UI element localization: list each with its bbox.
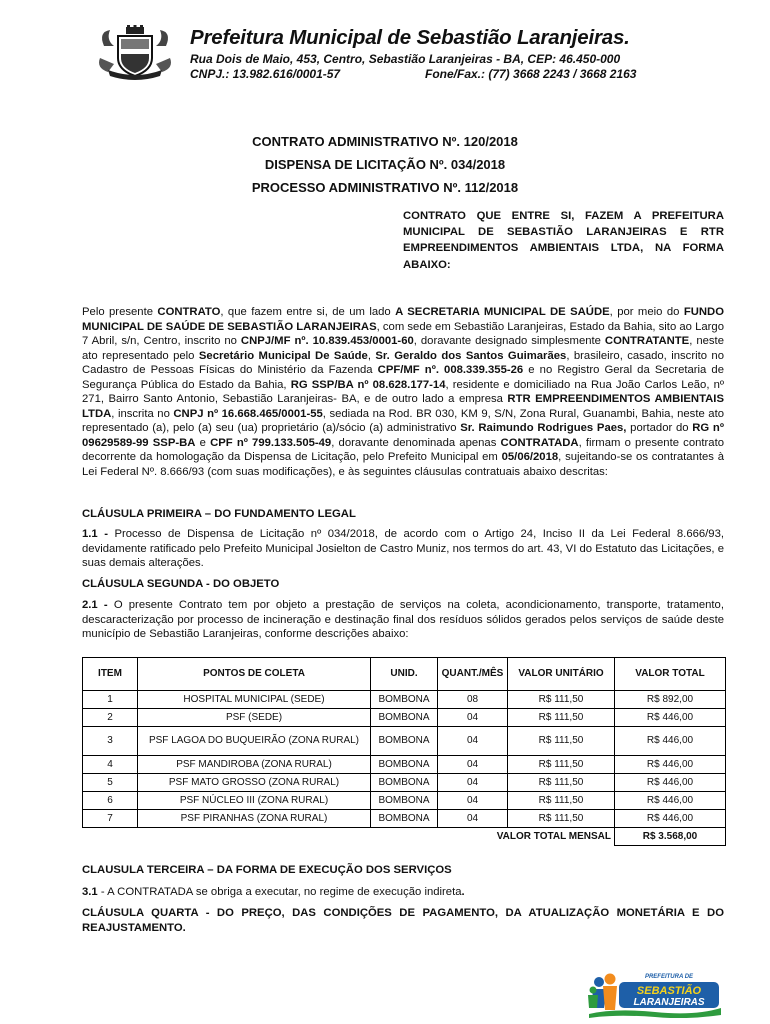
table-header-row xyxy=(83,658,726,691)
cell-total: R$ 446,00 xyxy=(615,774,726,792)
municipal-crest-icon xyxy=(96,24,174,80)
table-row xyxy=(83,774,726,792)
cell-point: PSF LAGOA DO BUQUEIRÃO (ZONA RURAL) xyxy=(138,727,371,756)
header-total-value: VALOR TOTAL xyxy=(615,658,726,691)
total-label: VALOR TOTAL MENSAL xyxy=(496,830,611,842)
cell-quantity: 04 xyxy=(438,756,508,774)
cell-point: PSF MATO GROSSO (ZONA RURAL) xyxy=(138,774,371,792)
table-row xyxy=(83,709,726,727)
cell-unit-value: R$ 111,50 xyxy=(508,810,615,828)
dispensa-title: DISPENSA DE LICITAÇÃO Nº. 034/2018 xyxy=(264,157,506,172)
cell-unit-value: R$ 111,50 xyxy=(508,691,615,709)
cell-quantity: 04 xyxy=(438,727,508,756)
cell-total: R$ 446,00 xyxy=(615,810,726,828)
table-row xyxy=(83,756,726,774)
cell-item: 7 xyxy=(83,810,138,828)
cell-item: 3 xyxy=(83,727,138,756)
cell-point: PSF NÚCLEO III (ZONA RURAL) xyxy=(138,792,371,810)
clause-2-heading: CLÁUSULA SEGUNDA - DO OBJETO xyxy=(82,578,280,590)
header-phone: Fone/Fax.: (77) 3668 2243 / 3668 2163 xyxy=(425,67,637,81)
cell-item: 5 xyxy=(83,774,138,792)
table-row xyxy=(83,810,726,828)
header-quantity: QUANT./MÊS xyxy=(438,658,508,691)
cell-total: R$ 892,00 xyxy=(615,691,726,709)
table-total-row xyxy=(83,828,726,846)
logo-line-1: PREFEITURA DE xyxy=(644,974,694,980)
cell-unit: BOMBONA xyxy=(371,709,438,727)
services-table xyxy=(82,657,726,846)
clause-3-text: 3.1 - A CONTRATADA se obriga a executar, no regime de execução indireta. xyxy=(82,886,465,898)
table-row xyxy=(83,792,726,810)
cell-total: R$ 446,00 xyxy=(615,756,726,774)
clause-3-heading: CLAUSULA TERCEIRA – DA FORMA DE EXECUÇÃO DOS SERVIÇOS xyxy=(82,864,452,876)
header-cnpj: CNPJ.: 13.982.616/0001-57 xyxy=(190,67,341,81)
cell-total: R$ 446,00 xyxy=(615,709,726,727)
header-unit: UNID. xyxy=(371,658,438,691)
header-unit-value: VALOR UNITÁRIO xyxy=(508,658,615,691)
cell-unit: BOMBONA xyxy=(371,810,438,828)
cell-point: PSF (SEDE) xyxy=(138,709,371,727)
cell-unit-value: R$ 111,50 xyxy=(508,792,615,810)
clause-4-heading: CLÁUSULA QUARTA - DO PREÇO, DAS CONDIÇÕES DE PAGAMENTO, DA ATUALIZAÇÃO MONETÁRIA E DO REAJUSTAMENTO. xyxy=(82,907,724,934)
cell-point: PSF MANDIROBA (ZONA RURAL) xyxy=(138,756,371,774)
table-row xyxy=(83,691,726,709)
cell-point: HOSPITAL MUNICIPAL (SEDE) xyxy=(138,691,371,709)
cell-unit-value: R$ 111,50 xyxy=(508,774,615,792)
cell-quantity: 04 xyxy=(438,810,508,828)
cell-unit: BOMBONA xyxy=(371,691,438,709)
clause-1-text: 1.1 - Processo de Dispensa de Licitação nº 034/2018, de acordo com o Artigo 24, Inciso II da Lei Federal 8.666/93, devidamente ratificado pelo Prefeito Municipal Josielton de Castro Muniz, nos termos do art. 43, VI do Estatuto das Licitações, e suas demais alterações. xyxy=(82,528,725,569)
header-title: Prefeitura Municipal de Sebastião Laranjeiras. xyxy=(190,26,630,49)
cell-unit-value: R$ 111,50 xyxy=(508,756,615,774)
header-item: ITEM xyxy=(83,658,138,691)
cell-item: 1 xyxy=(83,691,138,709)
contract-summary: CONTRATO QUE ENTRE SI, FAZEM A PREFEITURA MUNICIPAL DE SEBASTIÃO LARANJEIRAS E RTR EMPREENDIMENTOS AMBIENTAIS LTDA, NA FORMA ABAIXO: xyxy=(403,210,724,271)
table-row xyxy=(83,727,726,756)
cell-item: 2 xyxy=(83,709,138,727)
cell-total: R$ 446,00 xyxy=(615,792,726,810)
processo-title: PROCESSO ADMINISTRATIVO Nº. 112/2018 xyxy=(251,180,519,195)
cell-quantity: 08 xyxy=(438,691,508,709)
preamble-paragraph: Pelo presente CONTRATO, que fazem entre si, de um lado A SECRETARIA MUNICIPAL DE SAÚDE, por meio do FUNDO MUNICIPAL DE SAÚDE DE SEBASTIÃO LARANJEIRAS, com sede em Sebastião Laranjeiras, Estado da Bahia, sito ao Largo 7 Abril, s/n, Centro, inscrito no CNPJ/MF nº. 10.839.453/0001-60, doravante designado simplesmente CONTRATANTE, neste ato representado pelo Secretário Municipal De Saúde, Sr. Geraldo dos Santos Guimarães, brasileiro, casado, inscrito no Cadastro de Pessoas Físicas do Ministério da Fazenda CPF/MF nº. 008.339.355-26 e no Registro Geral da Secretaria de Segurança Pública do Estado da Bahia, RG SSP/BA nº 08.628.177-14, residente e domiciliado na Rua João Carlos Leão, nº 271, Bairro Santo Antonio, Sebastião Laranjeiras- BA, e de outro lado a empresa RTR EMPREENDIMENTOS AMBIENTAIS LTDA, inscrita no CNPJ nº 16.668.465/0001-55, sediada na Rod. BR 030, KM 9, S/N, Zona Rural, Guanambi, Bahia, neste ato representado (a), pelo (a) seu (ua) proprietário (a)/sócio (a) administrativo Sr. Raimundo Rodrigues Paes, portador do RG nº 09629589-99 SSP-BA e CPF nº 799.133.505-49, doravante denominada apenas CONTRATADA, firmam o presente contrato decorrente da homologação da Dispensa de Licitação, pelo Prefeito Municipal em 05/06/2018, sujeitando-se os contratantes à Lei Federal Nº. 8.666/93 (com suas modificações), e às seguintes cláusulas contratuais abaixo descritas: xyxy=(82,306,724,478)
cell-point: PSF PIRANHAS (ZONA RURAL) xyxy=(138,810,371,828)
cell-quantity: 04 xyxy=(438,774,508,792)
clause-1-heading: CLÁUSULA PRIMEIRA – DO FUNDAMENTO LEGAL xyxy=(82,508,356,520)
cell-quantity: 04 xyxy=(438,709,508,727)
contract-title: CONTRATO ADMINISTRATIVO Nº. 120/2018 xyxy=(252,134,518,149)
cell-unit: BOMBONA xyxy=(371,727,438,756)
cell-quantity: 04 xyxy=(438,792,508,810)
cell-item: 6 xyxy=(83,792,138,810)
header-collection-point: PONTOS DE COLETA xyxy=(138,658,371,691)
cell-unit: BOMBONA xyxy=(371,792,438,810)
cell-unit: BOMBONA xyxy=(371,756,438,774)
clause-2-text: 2.1 - O presente Contrato tem por objeto a prestação de serviços na coleta, acondicionamento, transporte, tratamento, descaracterização por processo de incineração e destinação final dos resíduos sólidos gerados pelos serviços de saúde deste município de Sebastião Laranjeiras, conforme descrições abaixo: xyxy=(82,599,724,640)
logo-line-3: LARANJEIRAS xyxy=(633,997,705,1008)
total-value: R$ 3.568,00 xyxy=(615,828,726,846)
cell-unit: BOMBONA xyxy=(371,774,438,792)
cell-total: R$ 446,00 xyxy=(615,727,726,756)
header-address: Rua Dois de Maio, 453, Centro, Sebastião Laranjeiras - BA, CEP: 46.450-000 xyxy=(190,52,621,66)
cell-unit-value: R$ 111,50 xyxy=(508,727,615,756)
cell-item: 4 xyxy=(83,756,138,774)
logo-line-2: SEBASTIÃO xyxy=(636,985,702,997)
cell-unit-value: R$ 111,50 xyxy=(508,709,615,727)
sebastiao-laranjeiras-logo-icon xyxy=(585,968,725,1018)
